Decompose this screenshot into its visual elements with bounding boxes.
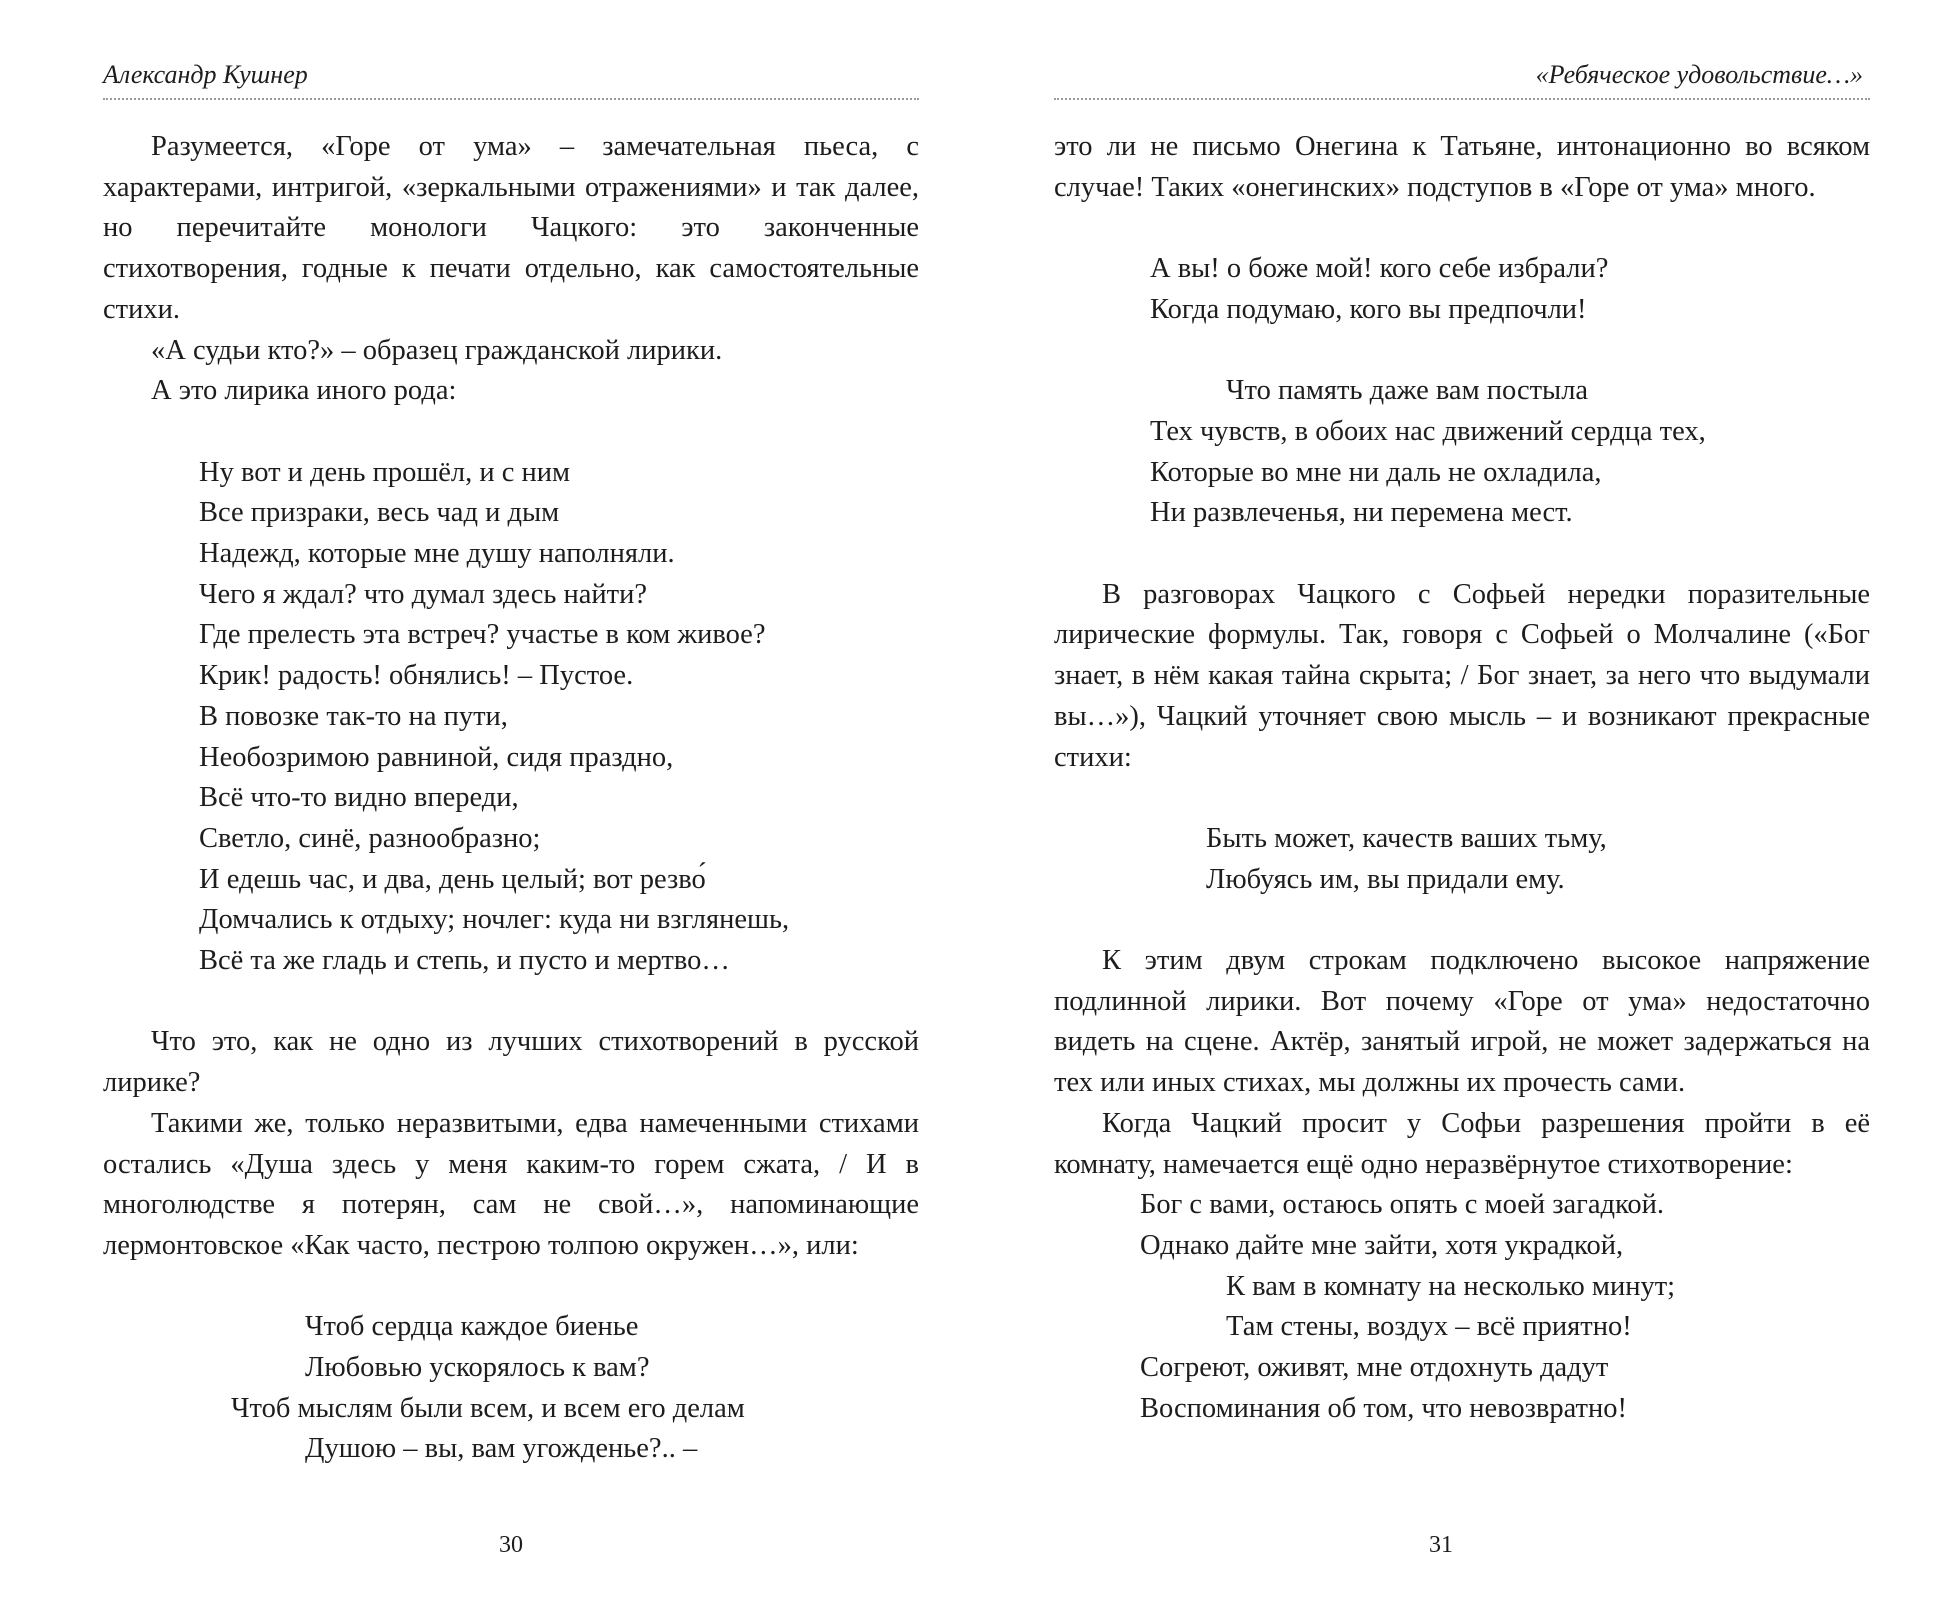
poem-line: Необозримою равниной, сидя праздно,	[199, 741, 674, 773]
poem-line: Бог с вами, остаюсь опять с моей загадкой.	[1140, 1189, 1664, 1221]
poem-line: Любовью ускорялось к вам?	[305, 1352, 650, 1384]
poem-line: Чего я ждал? что думал здесь найти?	[199, 578, 647, 610]
right-page	[972, 0, 1945, 1598]
paragraph: Разумеется, «Горе от ума» – замечательная пьеса, с характерами, интригой, «зеркальными отражениями» и так далее, но перечитайте монологи Чацкого: это законченные стихотворения, годные к печати отдельно, как самостоятельные стихи.	[103, 131, 919, 325]
paragraph: Что это, как не одно из лучших стихотворений в русской лирике?	[103, 1026, 919, 1099]
poem-line: Воспоминания об том, что невозвратно!	[1140, 1392, 1627, 1424]
poem-line: Когда подумаю, кого вы предпочли!	[1150, 293, 1587, 325]
paragraph: В разговорах Чацкого с Софьей нередки поразительные лирические формулы. Так, говоря с Софьей о Молчалине («Бог знает, в нём какая тайна скрыта; / Бог знает, за него что выдумали вы…»), Чацкий уточняет свою мысль – и возникают прекрасные стихи:	[1054, 578, 1870, 773]
poem-line: Чтоб сердца каждое биенье	[305, 1311, 639, 1343]
stanza-gap	[1054, 534, 1870, 575]
poem-excerpt	[103, 453, 919, 982]
poem-excerpt	[1054, 1185, 1870, 1429]
poem-line: Домчались к отдыху; ночлег: куда ни взглянешь,	[199, 904, 790, 936]
poem-line: В повозке так-то на пути,	[199, 700, 508, 732]
poem-line: Которые во мне ни даль не охладила,	[1150, 456, 1602, 488]
poem-line: Что память даже вам постыла	[1226, 375, 1589, 407]
left-page	[0, 0, 972, 1598]
paragraph: это ли не письмо Онегина к Татьяне, интонационно во всяком случае! Таких «онегинских» подступов в «Горе от ума» много.	[1054, 131, 1870, 203]
header-rule	[103, 98, 919, 100]
poem-line: К вам в комнату на несколько минут;	[1226, 1270, 1676, 1302]
poem-line: Ни развлеченья, ни перемена мест.	[1150, 497, 1573, 529]
poem-line: Душою – вы, вам угожденье?.. –	[305, 1433, 698, 1465]
poem-line: Где прелесть эта встреч? участье в ком живое?	[199, 619, 766, 651]
paragraph: Когда Чацкий просит у Софьи разрешения пройти в её комнату, намечается ещё одно неразвёрнутое стихотворение:	[1054, 1107, 1870, 1180]
left-page-body	[103, 127, 919, 1470]
poem-line: Всё та же гладь и степь, и пусто и мертво…	[199, 945, 730, 977]
stanza-gap	[1054, 208, 1870, 249]
poem-line: Однако дайте мне зайти, хотя украдкой,	[1140, 1229, 1624, 1261]
poem-line: Любуясь им, вы придали ему.	[1206, 863, 1565, 895]
poem-excerpt	[1054, 819, 1870, 900]
poem-line: Согреют, оживят, мне отдохнуть дадут	[1140, 1352, 1609, 1384]
poem-line: А вы! о боже мой! кого себе избрали?	[1150, 253, 1609, 285]
poem-line: Крик! радость! обнялись! – Пустое.	[199, 660, 634, 692]
poem-excerpt	[1054, 249, 1870, 330]
poem-line: Всё что-то видно впереди,	[199, 782, 519, 814]
stanza-gap	[103, 1267, 919, 1308]
header-rule	[1054, 98, 1870, 100]
stanza-gap	[1054, 778, 1870, 819]
stanza-gap	[103, 982, 919, 1023]
poem-line: Там стены, воздух – всё приятно!	[1226, 1311, 1632, 1343]
poem-line: Светло, синё, разнообразно;	[199, 822, 541, 854]
paragraph: Такими же, только неразвитыми, едва намеченными стихами остались «Душа здесь у меня каким-то горем сжата, / И в многолюдстве я потерян, сам не свой…», напоминающие лермонтовское «Как часто, пестрою толпою окружен…», или:	[103, 1107, 919, 1261]
page-number: 30	[499, 1532, 523, 1558]
poem-excerpt	[103, 1307, 919, 1470]
poem-excerpt	[1054, 371, 1870, 534]
poem-line: И едешь час, и два, день целый; вот резво́	[199, 863, 706, 895]
page-number: 31	[1429, 1532, 1453, 1558]
poem-line: Ну вот и день прошёл, и с ним	[199, 456, 571, 488]
stanza-gap	[1054, 331, 1870, 372]
paragraph: А это лирика иного рода:	[151, 375, 457, 407]
paragraph: «А судьи кто?» – образец гражданской лирики.	[151, 334, 723, 366]
poem-line: Чтоб мыслям были всем, и всем его делам	[231, 1392, 745, 1424]
running-header-title: «Ребяческое удовольствие…»	[1535, 60, 1863, 89]
running-header-author: Александр Кушнер	[103, 60, 308, 89]
poem-line: Быть может, качеств ваших тьму,	[1206, 822, 1607, 854]
poem-line: Тех чувств, в обоих нас движений сердца тех,	[1150, 415, 1706, 447]
stanza-gap	[1054, 900, 1870, 941]
paragraph: К этим двум строкам подключено высокое напряжение подлинной лирики. Вот почему «Горе от ума» недостаточно видеть на сцене. Актёр, занятый игрой, не может задержаться на тех или иных стихах, мы должны их прочесть сами.	[1054, 944, 1870, 1099]
poem-line: Надежд, которые мне душу наполняли.	[199, 538, 675, 570]
poem-line: Все призраки, весь чад и дым	[199, 497, 560, 529]
right-page-body	[1054, 127, 1870, 1429]
stanza-gap	[103, 412, 919, 453]
